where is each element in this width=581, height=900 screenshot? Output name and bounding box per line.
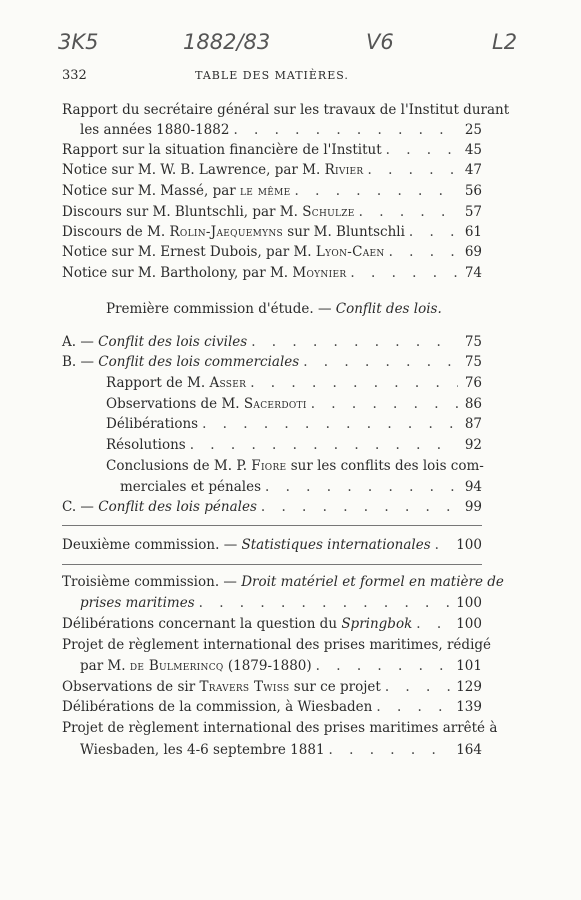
- leader-dots: [233, 120, 458, 140]
- toc-entry: Discours sur M. Bluntschli, par M. Schulze . . . 57: [62, 202, 482, 222]
- section-heading: Première commission d'étude. — Conflit des lois.: [106, 301, 442, 317]
- page-ref: 129: [456, 679, 482, 695]
- leader-dots: [250, 373, 458, 393]
- leader-dots: [261, 497, 458, 517]
- toc-entry: Conclusions de M. P. Fiore sur les conflits des lois com-: [106, 458, 484, 474]
- page-ref: 94: [464, 479, 482, 495]
- leader-dots: [265, 477, 458, 497]
- leader-dots: [329, 740, 453, 760]
- author-name: Rivier: [324, 162, 364, 178]
- toc-entry: Observations de M. Sacerdoti . . . 86: [106, 394, 482, 414]
- leader-dots: [435, 535, 453, 555]
- page-ref: 47: [464, 162, 482, 178]
- toc-entry: Notice sur M. Massé, par le même . . . 56: [62, 181, 482, 201]
- toc-entry: Délibérations de la commission, à Wiesbaden . . . 139: [62, 697, 482, 717]
- page-ref: 92: [464, 437, 482, 453]
- page-ref: 76: [464, 375, 482, 391]
- handwritten-annotation: 1882/83: [183, 30, 271, 54]
- toc-entry: Rapport de M. Asser . . . 76: [106, 373, 482, 393]
- leader-dots: [251, 332, 458, 352]
- page-ref: 61: [464, 224, 482, 240]
- toc-entry: Notice sur M. Bartholony, par M. Moynier . . . 74: [62, 263, 482, 283]
- page-ref: 100: [456, 595, 482, 611]
- leader-dots: [386, 140, 458, 160]
- section-divider: [62, 564, 482, 565]
- running-title: TABLE DES MATIÈRES.: [195, 69, 349, 82]
- section-heading: Troisième commission. — Droit matériel et formel en matière de: [62, 574, 504, 590]
- toc-entry: Deuxième commission. — Statistiques internationales . . . 100: [62, 535, 482, 555]
- toc-entry: Notice sur M. Ernest Dubois, par M. Lyon-Caen . . . 69: [62, 242, 482, 262]
- page-ref: 100: [456, 616, 482, 632]
- author-name: Moynier: [292, 265, 347, 281]
- author-name: Lyon-Caen: [315, 244, 385, 260]
- page-ref: 86: [464, 396, 482, 412]
- author-name: Schulze: [302, 204, 355, 220]
- toc-entry: Délibérations concernant la question du Springbok . . . 100: [62, 614, 482, 634]
- toc-entry: prises maritimes . . . 100: [80, 593, 482, 613]
- page-ref: 69: [464, 244, 482, 260]
- author-name: le même: [240, 183, 291, 199]
- author-name: Rolin-Jaequemyns: [169, 224, 283, 240]
- author-name: Sacerdoti: [243, 396, 307, 412]
- page-ref: 99: [464, 499, 482, 515]
- leader-dots: [202, 414, 458, 434]
- author-name: Fiore: [251, 458, 287, 474]
- page-ref: 139: [456, 699, 482, 715]
- page-ref: 75: [464, 334, 482, 350]
- toc-entry: Observations de sir Travers Twiss sur ce projet . . . 129: [62, 677, 482, 697]
- leader-dots: [199, 593, 453, 613]
- page-ref: 101: [456, 658, 482, 674]
- page-ref: 74: [464, 265, 482, 281]
- toc-entry: B. — Conflit des lois commerciales . . . 75: [62, 352, 482, 372]
- leader-dots: [311, 394, 458, 414]
- toc-entry: Rapport du secrétaire général sur les travaux de l'Institut durant: [62, 102, 510, 118]
- toc-entry: Rapport sur la situation financière de l'Institut . . . 45: [62, 140, 482, 160]
- toc-entry: merciales et pénales . . . 94: [120, 477, 482, 497]
- toc-entry: Résolutions . . . 92: [106, 435, 482, 455]
- handwritten-annotation: 3K5: [58, 30, 99, 54]
- toc-entry: Projet de règlement international des prises maritimes, rédigé: [62, 637, 492, 653]
- toc-entry: A. — Conflit des lois civiles . . . 75: [62, 332, 482, 352]
- leader-dots: [368, 160, 459, 180]
- handwritten-annotation: L2: [492, 30, 518, 54]
- page-ref: 56: [464, 183, 482, 199]
- page-number: 332: [62, 68, 87, 83]
- page-ref: 100: [456, 537, 482, 553]
- leader-dots: [190, 435, 458, 455]
- page-ref: 87: [464, 416, 482, 432]
- leader-dots: [295, 181, 458, 201]
- page-ref: 45: [464, 142, 482, 158]
- page-header: [62, 68, 482, 84]
- toc-entry: C. — Conflit des lois pénales . . . 99: [62, 497, 482, 517]
- leader-dots: [303, 352, 458, 372]
- toc-entry: Discours de M. Rolin-Jaequemyns sur M. Bluntschli . . . 61: [62, 222, 482, 242]
- toc-entry: Délibérations . . . 87: [106, 414, 482, 434]
- leader-dots: [350, 263, 458, 283]
- toc-entry: Wiesbaden, les 4-6 septembre 1881 . . . 164: [80, 740, 482, 760]
- section-divider: [62, 525, 482, 526]
- toc-entry: Notice sur M. W. B. Lawrence, par M. Rivier . . . 47: [62, 160, 482, 180]
- toc-entry: Projet de règlement international des prises maritimes arrêté à: [62, 720, 498, 736]
- leader-dots: [359, 202, 458, 222]
- toc-entry: par M. de Bulmerincq (1879-1880) . . . 101: [80, 656, 482, 676]
- page-ref: 25: [464, 122, 482, 138]
- author-name: de Bulmerincq: [129, 658, 224, 674]
- page-ref: 164: [456, 742, 482, 758]
- page-ref: 75: [464, 354, 482, 370]
- leader-dots: [316, 656, 453, 676]
- toc-entry: les années 1880-1882 . . . 25: [80, 120, 482, 140]
- leader-dots: [409, 222, 458, 242]
- author-name: Asser: [209, 375, 247, 391]
- page-ref: 57: [464, 204, 482, 220]
- handwritten-annotation: V6: [366, 30, 394, 54]
- leader-dots: [416, 614, 452, 634]
- leader-dots: [389, 242, 458, 262]
- leader-dots: [385, 677, 452, 697]
- author-name: Travers Twiss: [199, 679, 290, 695]
- leader-dots: [376, 697, 452, 717]
